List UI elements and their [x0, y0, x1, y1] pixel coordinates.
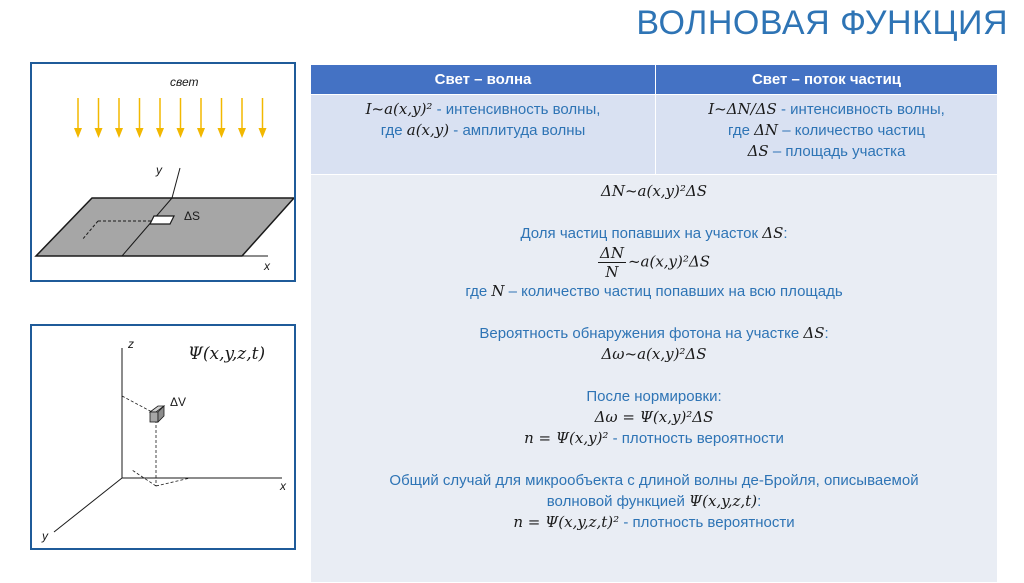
area-element — [150, 216, 174, 224]
symbol-area: ΔS — [803, 324, 825, 342]
light-arrow-head — [177, 128, 185, 138]
formula-intensity-wave: I~a(x,y)² — [365, 100, 433, 118]
text-where: где — [728, 122, 755, 139]
x-label: x — [264, 259, 270, 273]
light-arrows — [74, 98, 267, 138]
text-general-case: Общий случай для микрообъекта с длиной волны де-Бройля, описываемой — [389, 472, 919, 489]
fraction-numerator: ΔN — [599, 244, 624, 262]
equation-dn: ΔN~a(x,y)²ΔS — [601, 182, 707, 200]
x-label: x — [280, 479, 286, 493]
volume-label: ΔV — [170, 395, 187, 409]
text-intensity: - интенсивность волны, — [432, 101, 601, 118]
comparison-table — [310, 64, 998, 583]
light-arrow-head — [136, 128, 144, 138]
light-arrow-head — [197, 128, 205, 138]
dash-z — [122, 396, 152, 412]
cube-front — [150, 412, 158, 422]
text-share: Доля частиц попавших на участок — [520, 225, 763, 242]
equation-density-general: n = Ψ(x,y,z,t)² — [513, 513, 620, 531]
text-colon: : — [824, 325, 829, 342]
formula-amplitude: a(x,y) — [406, 121, 450, 139]
text-normalization: После нормировки: — [586, 388, 722, 405]
symbol-psi: Ψ(x,y,z,t) — [689, 492, 758, 510]
area-label: ΔS — [184, 209, 201, 223]
fraction — [598, 244, 626, 281]
text-colon: : — [783, 225, 788, 242]
text-where: где — [380, 122, 407, 139]
text-amplitude: - амплитуда волны — [449, 122, 586, 139]
text-intensity: - интенсивность волны, — [776, 101, 945, 118]
plane-svg — [32, 64, 294, 280]
y-label: y — [156, 163, 162, 177]
text-total-count: – количество частиц попавших на всю площадь — [504, 283, 843, 300]
cell-derivation — [311, 175, 998, 583]
text-where: где — [465, 283, 492, 300]
equation-density: n = Ψ(x,y)² — [524, 429, 609, 447]
formula-area: ΔS — [747, 142, 769, 160]
equation-normalized: Δω = Ψ(x,y)²ΔS — [594, 408, 714, 426]
table-row-derivation — [311, 175, 998, 583]
light-arrow-head — [74, 128, 82, 138]
table-row-definitions — [311, 95, 998, 175]
fraction-rest: ~a(x,y)²ΔS — [627, 252, 710, 271]
header-particles: Свет – поток частиц — [656, 65, 998, 95]
text-probability: Вероятность обнаружения фотона на участке — [479, 325, 804, 342]
cell-wave — [311, 95, 656, 175]
text-wave-function: волновой функцией — [546, 493, 690, 510]
light-label: свет — [170, 75, 199, 89]
light-arrow-head — [156, 128, 164, 138]
symbol-area: ΔS — [762, 224, 784, 242]
fraction-denominator: N — [605, 263, 619, 281]
y-label: y — [42, 529, 48, 543]
equation-fraction — [312, 244, 996, 281]
formula-count: ΔN — [754, 121, 779, 139]
text-density: - плотность вероятности — [608, 430, 784, 447]
text-colon: : — [757, 493, 762, 510]
slide-title: ВОЛНОВАЯ ФУНКЦИЯ — [636, 4, 1008, 42]
y-axis — [172, 168, 180, 198]
light-plane-diagram — [30, 62, 296, 282]
table-header-row — [311, 65, 998, 95]
equation-domega: Δω~a(x,y)²ΔS — [601, 345, 707, 363]
cell-particles — [656, 95, 998, 175]
header-wave: Свет – волна — [311, 65, 656, 95]
light-arrow-head — [238, 128, 246, 138]
light-arrow-head — [259, 128, 267, 138]
dash-x — [156, 478, 190, 486]
volume-diagram — [30, 324, 296, 550]
light-arrow-head — [218, 128, 226, 138]
light-arrow-head — [95, 128, 103, 138]
text-area: – площадь участка — [768, 143, 906, 160]
wave-function-label: Ψ(x,y,z,t) — [188, 344, 266, 364]
formula-intensity-particles: I~ΔN/ΔS — [708, 100, 777, 118]
text-count: – количество частиц — [778, 122, 925, 139]
light-arrow-head — [115, 128, 123, 138]
z-label: z — [128, 337, 134, 351]
text-density: - плотность вероятности — [619, 514, 795, 531]
y-axis — [54, 478, 122, 532]
symbol-n: N — [491, 282, 505, 300]
